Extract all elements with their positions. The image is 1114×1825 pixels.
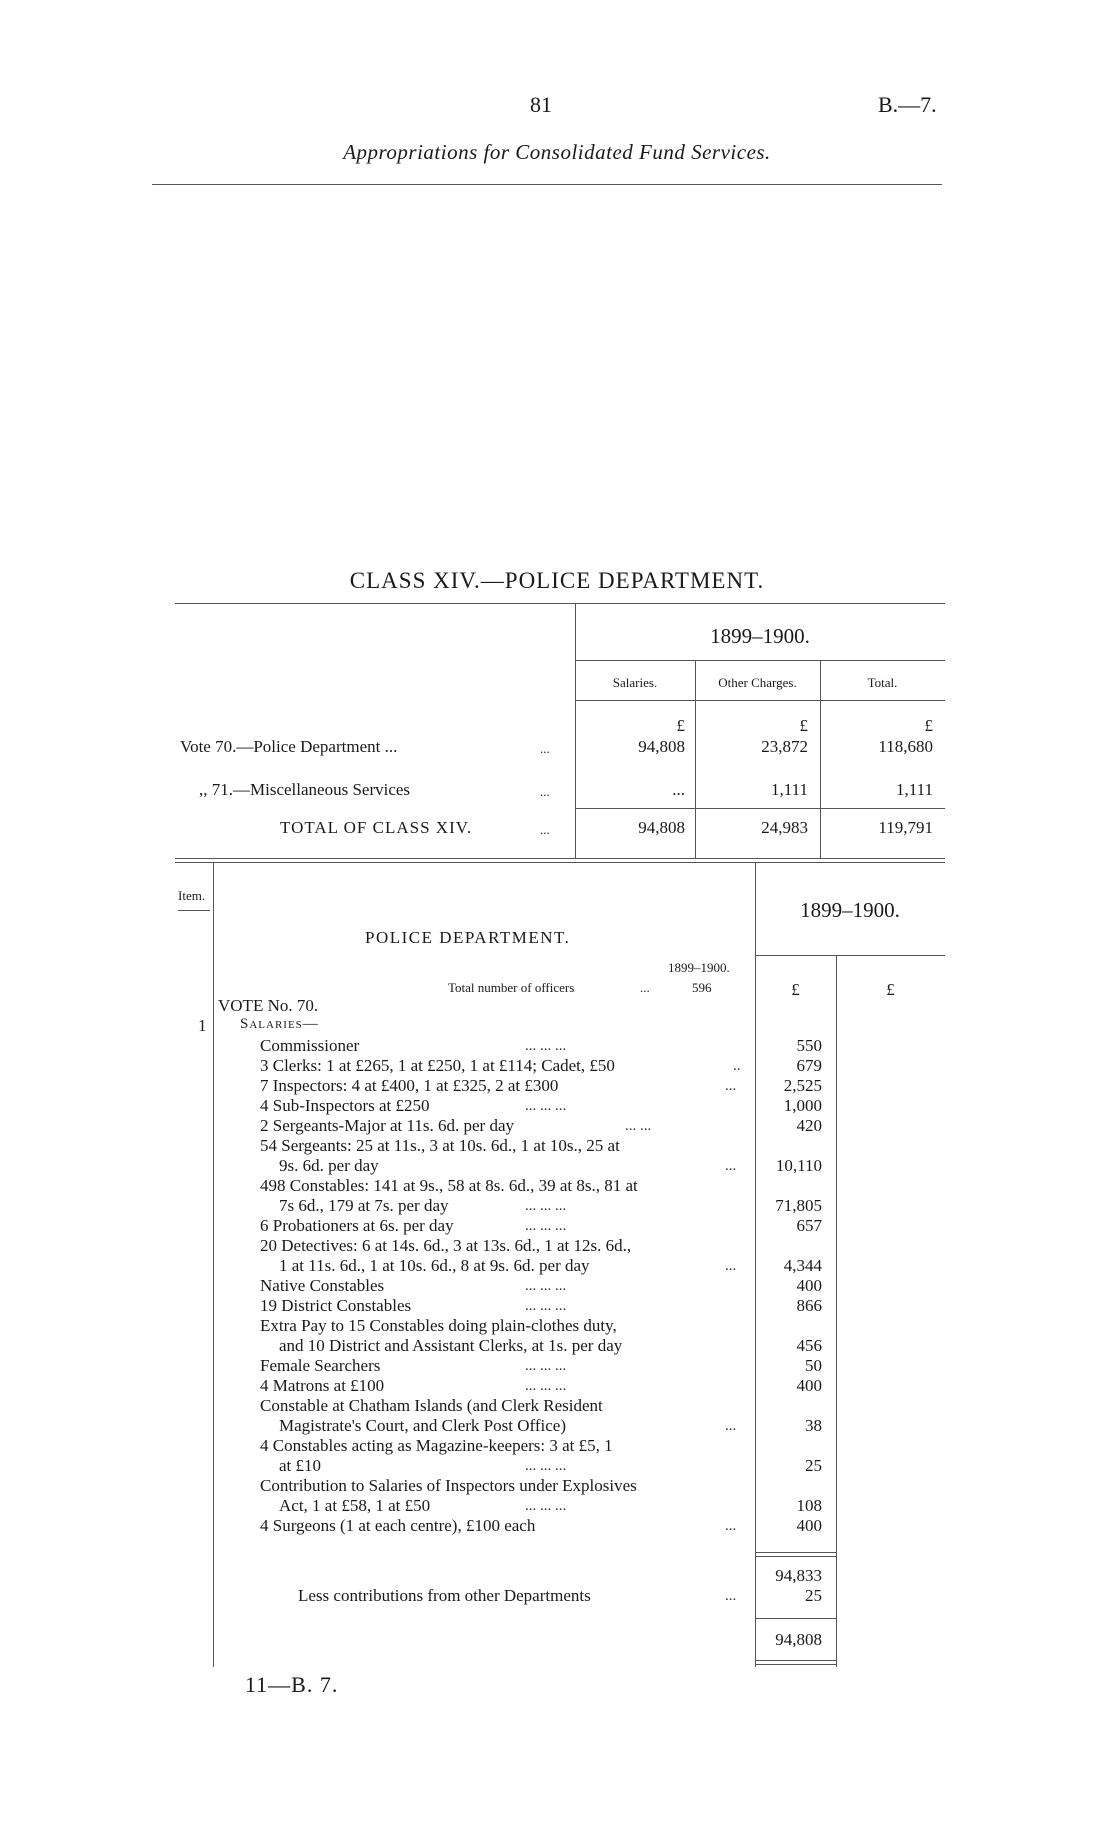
line-text: 498 Constables: 141 at 9s., 58 at 8s. 6d., 39 at 8s., 81 at xyxy=(260,1176,638,1195)
leader-dots: ... xyxy=(725,1418,737,1434)
summary-header-rule xyxy=(575,700,945,701)
less-label: Less contributions from other Departments xyxy=(298,1586,591,1605)
line-text: at £10 xyxy=(279,1456,322,1475)
leader-dots: ... ... ... xyxy=(525,1358,567,1374)
leader-dots: .. xyxy=(733,1058,741,1074)
line-amount: 38 xyxy=(805,1416,822,1435)
net-total-rule xyxy=(755,1618,836,1619)
salaries-heading: Salaries— xyxy=(240,1016,319,1032)
summary-bottom-rule xyxy=(175,858,945,859)
line-amount: 4,344 xyxy=(783,1256,822,1275)
leader-dots: ... ... ... xyxy=(525,1098,567,1114)
line-amount: 550 xyxy=(796,1036,822,1055)
col-salaries: Salaries. xyxy=(612,675,658,690)
line-text: 3 Clerks: 1 at £265, 1 at £250, 1 at £114; Cadet, £50 xyxy=(260,1056,615,1075)
line-amount: 71,805 xyxy=(775,1196,822,1215)
leader-dots: ... xyxy=(540,784,550,799)
leader-dots: ... ... ... xyxy=(525,1378,567,1394)
year-rule xyxy=(755,955,945,956)
currency-symbol: £ xyxy=(886,980,895,999)
amount-column-rule xyxy=(836,955,837,1667)
currency-symbol: £ xyxy=(799,716,808,735)
row-label: TOTAL OF CLASS XIV. xyxy=(280,818,473,837)
leader-dots: ... ... ... xyxy=(525,1298,567,1314)
row-label: Vote 70.—Police Department ... xyxy=(180,737,398,756)
currency-symbol: £ xyxy=(924,716,933,735)
leader-dots: ... ... ... xyxy=(525,1278,567,1294)
vote-label: VOTE No. 70. xyxy=(218,996,319,1015)
line-amount: 456 xyxy=(796,1336,822,1355)
line-amount: 679 xyxy=(796,1056,822,1075)
line-text: 19 District Constables xyxy=(260,1296,412,1315)
line-text: Constable at Chatham Islands (and Clerk Resident xyxy=(260,1396,603,1415)
salaries-value: 94,808 xyxy=(638,818,685,837)
line-text: 7 Inspectors: 4 at £400, 1 at £325, 2 at £300 xyxy=(260,1076,559,1095)
summary-total-rule xyxy=(575,808,945,809)
item-header: Item. xyxy=(178,888,206,903)
summary-bottom-rule xyxy=(175,862,945,863)
line-text: Magistrate's Court, and Clerk Post Office) xyxy=(279,1416,566,1435)
line-text: Act, 1 at £58, 1 at £50 xyxy=(279,1496,431,1515)
leader-dots: ... ... ... xyxy=(525,1218,567,1234)
total-value: 119,791 xyxy=(878,818,933,837)
leader-dots: ... xyxy=(640,980,650,995)
net-total-rule xyxy=(755,1660,836,1661)
salaries-value: 94,808 xyxy=(638,737,685,756)
leader-dots: ... xyxy=(725,1158,737,1174)
col-total: Total. xyxy=(867,675,898,690)
leader-dots: ... ... ... xyxy=(525,1458,567,1474)
leader-dots: ... xyxy=(725,1078,737,1094)
line-text: Extra Pay to 15 Constables doing plain-clothes duty, xyxy=(260,1316,617,1335)
subtotal-rule xyxy=(755,1552,836,1553)
class-title: CLASS XIV.—POLICE DEPARTMENT. xyxy=(349,568,765,593)
line-text: 9s. 6d. per day xyxy=(279,1156,379,1175)
line-text: 4 Sub-Inspectors at £250 xyxy=(260,1096,430,1115)
line-amount: 657 xyxy=(796,1216,822,1235)
line-amount: 866 xyxy=(796,1296,822,1315)
subtotal-rule xyxy=(755,1556,836,1557)
header-rule xyxy=(152,184,942,185)
leader-dots: ... xyxy=(725,1588,737,1604)
other-charges-value: 1,111 xyxy=(771,780,808,799)
item-number: 1 xyxy=(198,1016,207,1035)
line-text: Contribution to Salaries of Inspectors under Explosives xyxy=(260,1476,637,1495)
line-amount: 400 xyxy=(796,1516,822,1535)
line-amount: 25 xyxy=(805,1456,822,1475)
line-text: and 10 District and Assistant Clerks, at 1s. per day xyxy=(279,1336,623,1355)
leader-dots: ... ... xyxy=(625,1118,652,1134)
currency-symbol: £ xyxy=(676,716,685,735)
other-charges-value: 23,872 xyxy=(761,737,808,756)
leader-dots: ... ... ... xyxy=(525,1198,567,1214)
line-text: Commissioner xyxy=(260,1036,360,1055)
line-amount: 1,000 xyxy=(783,1096,822,1115)
line-text: Native Constables xyxy=(260,1276,385,1295)
line-text: 4 Constables acting as Magazine-keepers: 3 at £5, 1 xyxy=(260,1436,613,1455)
item-column-rule xyxy=(213,862,214,1667)
line-text: 7s 6d., 179 at 7s. per day xyxy=(279,1196,449,1215)
leader-dots: ... xyxy=(540,822,550,837)
net-total: 94,808 xyxy=(775,1630,822,1649)
leader-dots: ... xyxy=(540,741,550,756)
net-total-rule xyxy=(755,1664,836,1665)
line-text: 4 Surgeons (1 at each centre), £100 each xyxy=(260,1516,536,1535)
row-label: ,, 71.—Miscellaneous Services xyxy=(199,780,411,799)
line-text: 4 Matrons at £100 xyxy=(260,1376,385,1395)
salaries-value: ... xyxy=(672,780,685,799)
leader-dots: ... ... ... xyxy=(525,1038,567,1054)
line-amount: 10,110 xyxy=(775,1156,822,1175)
other-charges-value: 24,983 xyxy=(761,818,808,837)
line-amount: 108 xyxy=(796,1496,822,1515)
total-value: 118,680 xyxy=(878,737,933,756)
officers-label: Total number of officers xyxy=(448,980,575,995)
line-amount: 400 xyxy=(796,1276,822,1295)
running-title: Appropriations for Consolidated Fund Services. xyxy=(343,140,771,164)
gross-total: 94,833 xyxy=(775,1566,822,1585)
line-amount: 420 xyxy=(796,1116,822,1135)
col-other-charges: Other Charges. xyxy=(718,675,797,690)
total-value: 1,111 xyxy=(896,780,933,799)
leader-dots: ... xyxy=(725,1258,737,1274)
line-text: 20 Detectives: 6 at 14s. 6d., 3 at 13s. 6d., 1 at 12s. 6d., xyxy=(260,1236,632,1255)
line-text: Female Searchers xyxy=(260,1356,381,1375)
footer-signature: 11—B. 7. xyxy=(245,1672,339,1697)
summary-year: 1899–1900. xyxy=(710,624,810,648)
officers-year: 1899–1900. xyxy=(668,960,730,975)
less-amount: 25 xyxy=(805,1586,822,1605)
summary-year-rule xyxy=(575,660,945,661)
summary-top-rule xyxy=(175,603,945,604)
line-amount: 2,525 xyxy=(783,1076,822,1095)
line-amount: 50 xyxy=(805,1356,822,1375)
currency-symbol: £ xyxy=(791,980,800,999)
item-header-rule xyxy=(178,910,210,911)
line-text: 1 at 11s. 6d., 1 at 10s. 6d., 8 at 9s. 6d. per day xyxy=(279,1256,590,1275)
line-text: 6 Probationers at 6s. per day xyxy=(260,1216,454,1235)
line-text: 2 Sergeants-Major at 11s. 6d. per day xyxy=(260,1116,514,1135)
leader-dots: ... ... ... xyxy=(525,1498,567,1514)
department-title: POLICE DEPARTMENT. xyxy=(365,928,571,947)
detail-year: 1899–1900. xyxy=(800,898,900,922)
leader-dots: ... xyxy=(725,1518,737,1534)
officers-count: 596 xyxy=(692,980,712,995)
line-text: 54 Sergeants: 25 at 11s., 3 at 10s. 6d., 1 at 10s., 25 at xyxy=(260,1136,620,1155)
page-number: 81 xyxy=(530,92,552,117)
document-reference: B.—7. xyxy=(878,92,937,117)
line-amount: 400 xyxy=(796,1376,822,1395)
